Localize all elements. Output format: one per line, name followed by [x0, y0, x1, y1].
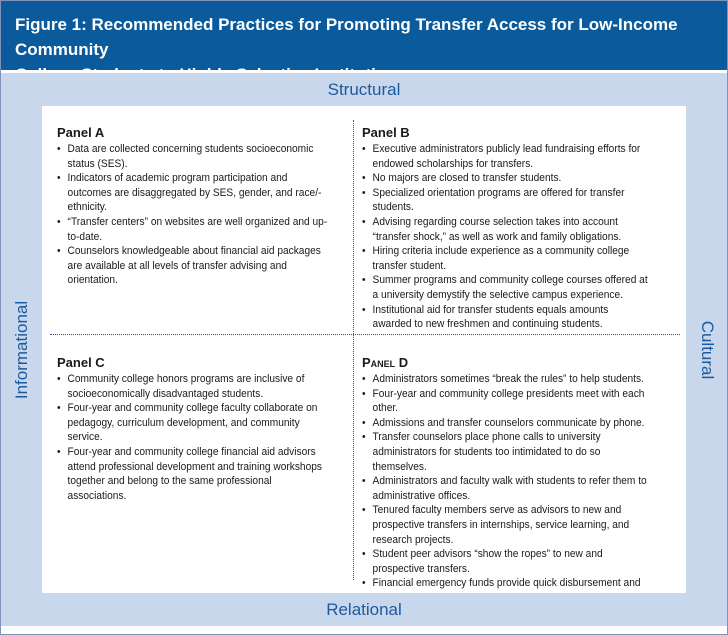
figure-title [1, 1, 727, 70]
panel-c-list [57, 372, 342, 503]
list-item: • Administrators and faculty walk with students to refer them to administrative offices. [362, 474, 650, 503]
horizontal-divider [50, 334, 680, 335]
list-item: • Executive administrators publicly lead fundraising efforts for endowed scholarships for transfers. [362, 142, 650, 171]
list-item: • Tenured faculty members serve as advisors to new and prospective transfers in internships, service learning, and research projects. [362, 503, 650, 547]
left-axis-band [1, 106, 42, 593]
list-item: • Indicators of academic program participation and outcomes are disaggregated by SES, gender, and race/-ethnicity. [57, 171, 331, 215]
list-item: • Summer programs and community college courses offered at a university demystify the selective campus experience. [362, 273, 650, 302]
list-item: • Specialized orientation programs are offered for transfer students. [362, 186, 650, 215]
figure-title-line-1: Figure 1: Recommended Practices for Promoting Transfer Access for Low-Income Community [15, 15, 678, 59]
axis-label-structural: Structural [1, 73, 727, 106]
list-item: • Student peer advisors “show the ropes” to new and prospective transfers. [362, 547, 650, 576]
panel-d-title: Panel D [362, 355, 409, 370]
list-item: • Institutional aid for transfer students equals amounts awarded to new freshmen and continuing students. [362, 303, 650, 332]
panel-c-title: Panel C [57, 355, 105, 370]
axis-label-informational: Informational [11, 300, 31, 399]
panel-a [57, 125, 342, 288]
list-item: • Data are collected concerning students socioeconomic status (SES). [57, 142, 331, 171]
right-axis-band [686, 106, 727, 593]
quadrant-grid [42, 106, 686, 593]
list-item: • Counselors knowledgeable about financial aid packages are available at all levels of transfer advising and orientation. [57, 244, 331, 288]
list-item: • Administrators sometimes “break the rules” to help students. [362, 372, 650, 387]
panel-d-list [362, 372, 662, 606]
panel-a-title: Panel A [57, 125, 105, 140]
list-item: • Admissions and transfer counselors communicate by phone. [362, 416, 650, 431]
vertical-divider [353, 120, 354, 580]
panel-d [362, 355, 662, 606]
panel-b [362, 125, 662, 332]
panel-c [57, 355, 342, 503]
list-item: • Four-year and community college presidents meet with each other. [362, 387, 650, 416]
list-item: • No majors are closed to transfer students. [362, 171, 650, 186]
list-item: • Financial emergency funds provide quick disbursement and [362, 576, 650, 605]
axis-label-relational: Relational [1, 593, 727, 626]
list-item: • Community college honors programs are inclusive of socioeconomically disadvantaged students. [57, 372, 331, 401]
panel-a-list [57, 142, 342, 288]
list-item: • Four-year and community college faculty collaborate on pedagogy, curriculum development, and community service. [57, 401, 331, 445]
list-item: • Transfer counselors place phone calls to university administrators for students too intimidated to do so themselves. [362, 430, 650, 474]
panel-b-list [362, 142, 662, 332]
list-item: • “Transfer centers” on websites are well organized and up-to-date. [57, 215, 331, 244]
list-item: • Four-year and community college financial aid advisors attend professional development and training workshops together and belong to the same professional associations. [57, 445, 331, 503]
panel-b-title: Panel B [362, 125, 410, 140]
list-item: • Hiring criteria include experience as a community college transfer student. [362, 244, 650, 273]
axis-label-cultural: Cultural [697, 320, 717, 379]
list-item: • Advising regarding course selection takes into account “transfer shock,” as well as work and family obligations. [362, 215, 650, 244]
